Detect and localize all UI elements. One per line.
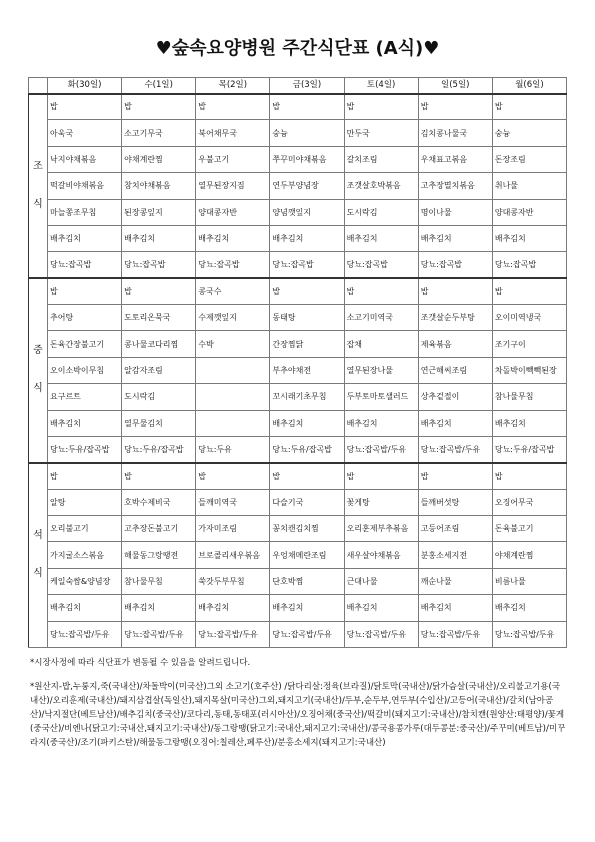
menu-item: 제육볶음 (418, 331, 492, 357)
menu-item: 도토리온묵국 (122, 305, 196, 331)
menu-row (29, 199, 567, 225)
menu-item: 취나물 (492, 173, 566, 199)
menu-item: 도시락김 (344, 199, 418, 225)
menu-item: 배추김치 (344, 225, 418, 251)
menu-row (29, 621, 567, 647)
page-title: ♥숲속요양병원 주간식단표 (A식)♥ (155, 38, 440, 59)
menu-item: 야채계란찜 (122, 146, 196, 172)
menu-item (196, 357, 270, 383)
menu-row (29, 278, 567, 304)
corner-cell (29, 78, 48, 94)
menu-item: 열무된장지짐 (196, 173, 270, 199)
notes-section (30, 656, 567, 760)
menu-item: 밥 (270, 94, 344, 120)
menu-row (29, 94, 567, 120)
menu-item: 단호박찜 (270, 568, 344, 594)
menu-item: 밥 (122, 278, 196, 304)
menu-item: 꽃게탕 (344, 489, 418, 515)
menu-item: 배추김치 (48, 410, 122, 436)
menu-item: 참치야채볶음 (122, 173, 196, 199)
menu-item: 만두국 (344, 120, 418, 146)
menu-item: 밥 (418, 278, 492, 304)
menu-item: 밥 (48, 463, 122, 489)
menu-item: 근대나물 (344, 568, 418, 594)
menu-item: 차돌박이빽빽된장 (492, 357, 566, 383)
menu-item: 배추김치 (344, 410, 418, 436)
menu-item: 당뇨:잡곡밥 (270, 252, 344, 278)
menu-row (29, 516, 567, 542)
menu-item: 케일숙쌈&양념장 (48, 568, 122, 594)
menu-item: 수박 (196, 331, 270, 357)
day-header: 일(5일) (418, 78, 492, 94)
menu-item: 열무물김치 (122, 410, 196, 436)
menu-item: 오이소박이무침 (48, 357, 122, 383)
menu-item (196, 410, 270, 436)
meal-label-char: 식 (33, 383, 43, 395)
menu-item: 배추김치 (418, 410, 492, 436)
menu-item: 당뇨:잡곡밥 (48, 252, 122, 278)
menu-item: 밥 (492, 278, 566, 304)
menu-item: 들깨버섯탕 (418, 489, 492, 515)
menu-item: 조기구이 (492, 331, 566, 357)
menu-item: 밥 (418, 463, 492, 489)
menu-item: 배추김치 (122, 595, 196, 621)
menu-item: 당뇨:잡곡밥 (122, 252, 196, 278)
menu-item: 밥 (344, 94, 418, 120)
menu-row (29, 146, 567, 172)
menu-item: 수제깻잎지 (196, 305, 270, 331)
menu-item: 양대콩자반 (492, 199, 566, 225)
day-header: 토(4일) (344, 78, 418, 94)
menu-item: 돈육불고기 (492, 516, 566, 542)
menu-item: 당뇨:두유/잡곡밥 (492, 436, 566, 462)
menu-item (196, 384, 270, 410)
menu-item: 배추김치 (492, 410, 566, 436)
notice-text: *시장사정에 따라 식단표가 변동될 수 있음을 알려드립니다. (30, 658, 251, 668)
meal-label-char: 조 (33, 160, 43, 172)
menu-item: 당뇨:두유/잡곡밥 (48, 436, 122, 462)
menu-item: 분홍소세지전 (418, 542, 492, 568)
menu-item: 깨순나물 (418, 568, 492, 594)
menu-item: 당뇨:두유 (196, 436, 270, 462)
menu-item: 당뇨:잡곡밥/두유 (418, 436, 492, 462)
menu-item: 밥 (48, 94, 122, 120)
menu-item: 당뇨:잡곡밥/두유 (270, 621, 344, 647)
menu-item: 배추김치 (492, 225, 566, 251)
menu-item: 우채표고볶음 (418, 146, 492, 172)
menu-item: 오리훈제부추볶음 (344, 516, 418, 542)
menu-item: 밥 (196, 94, 270, 120)
menu-item: 갈치조림 (344, 146, 418, 172)
menu-item: 배추김치 (344, 595, 418, 621)
menu-row (29, 595, 567, 621)
menu-item: 당뇨:두유/잡곡밥 (270, 436, 344, 462)
menu-item: 된장콩잎지 (122, 199, 196, 225)
menu-item: 배추김치 (270, 225, 344, 251)
menu-item: 오리불고기 (48, 516, 122, 542)
menu-item: 숭늉 (492, 120, 566, 146)
menu-item: 콩나물코다리찜 (122, 331, 196, 357)
menu-item: 밥 (344, 463, 418, 489)
menu-item: 쭈꾸미야채볶음 (270, 146, 344, 172)
menu-item: 도시락김 (122, 384, 196, 410)
menu-item: 가자미조림 (196, 516, 270, 542)
day-header: 화(30일) (48, 78, 122, 94)
menu-item: 들깨미역국 (196, 489, 270, 515)
menu-item: 밥 (196, 463, 270, 489)
menu-row (29, 384, 567, 410)
menu-item: 비름나물 (492, 568, 566, 594)
menu-item: 당뇨:잡곡밥/두유 (344, 621, 418, 647)
menu-item: 배추김치 (418, 595, 492, 621)
menu-item: 당뇨:두유/잡곡밥 (122, 436, 196, 462)
menu-item: 다슬기국 (270, 489, 344, 515)
menu-item: 참나물무침 (122, 568, 196, 594)
weekly-menu-table (28, 77, 567, 648)
menu-item: 꽁치캔김치찜 (270, 516, 344, 542)
menu-item: 김치콩나물국 (418, 120, 492, 146)
day-header: 목(2일) (196, 78, 270, 94)
meal-label (29, 94, 48, 279)
menu-item: 낙지야채볶음 (48, 146, 122, 172)
menu-item: 밥 (418, 94, 492, 120)
menu-row (29, 436, 567, 462)
menu-item: 꼬시래기초무침 (270, 384, 344, 410)
menu-item: 당뇨:잡곡밥 (418, 252, 492, 278)
menu-row (29, 173, 567, 199)
menu-item: 조갯살순두부탕 (418, 305, 492, 331)
menu-row (29, 357, 567, 383)
menu-item: 당뇨:잡곡밥/두유 (492, 621, 566, 647)
menu-item: 배추김치 (270, 595, 344, 621)
menu-item: 참나물무침 (492, 384, 566, 410)
menu-item: 당뇨:잡곡밥 (196, 252, 270, 278)
meal-label-char: 식 (33, 198, 43, 210)
menu-item: 소고기무국 (122, 120, 196, 146)
meal-block (29, 94, 567, 279)
meal-label-char: 식 (33, 568, 43, 580)
menu-item: 배추김치 (270, 410, 344, 436)
menu-item: 마늘쫑조무침 (48, 199, 122, 225)
menu-item: 숭늉 (270, 120, 344, 146)
menu-item: 돈장조림 (492, 146, 566, 172)
day-header: 금(3일) (270, 78, 344, 94)
menu-item: 배추김치 (418, 225, 492, 251)
menu-item: 명이나물 (418, 199, 492, 225)
menu-item: 당뇨:잡곡밥 (344, 252, 418, 278)
menu-item: 브로콜리새우볶음 (196, 542, 270, 568)
menu-item: 밥 (122, 463, 196, 489)
menu-row (29, 331, 567, 357)
menu-item: 양념깻잎지 (270, 199, 344, 225)
menu-item: 당뇨:잡곡밥/두유 (418, 621, 492, 647)
day-header: 수(1일) (122, 78, 196, 94)
menu-item: 당뇨:잡곡밥/두유 (48, 621, 122, 647)
menu-item: 쑥갓두부무침 (196, 568, 270, 594)
menu-item: 우엉채메란조림 (270, 542, 344, 568)
menu-item: 배추김치 (492, 595, 566, 621)
menu-item: 양대콩자반 (196, 199, 270, 225)
menu-item: 돈육간장불고기 (48, 331, 122, 357)
menu-row (29, 305, 567, 331)
menu-item: 가지굴소스볶음 (48, 542, 122, 568)
menu-item: 잡채 (344, 331, 418, 357)
menu-item: 추어탕 (48, 305, 122, 331)
menu-item: 밥 (48, 278, 122, 304)
menu-item: 새우살야채볶음 (344, 542, 418, 568)
menu-row (29, 225, 567, 251)
menu-item: 야채계란찜 (492, 542, 566, 568)
meal-block (29, 278, 567, 463)
menu-item: 당뇨:잡곡밥/두유 (196, 621, 270, 647)
menu-row (29, 542, 567, 568)
menu-item: 배추김치 (196, 595, 270, 621)
menu-row (29, 568, 567, 594)
menu-item: 해물동그랑땡전 (122, 542, 196, 568)
menu-item: 밥 (122, 94, 196, 120)
day-header-row (29, 78, 567, 94)
menu-row (29, 410, 567, 436)
menu-item: 간장찜닭 (270, 331, 344, 357)
menu-item: 동태탕 (270, 305, 344, 331)
menu-item: 아욱국 (48, 120, 122, 146)
menu-item: 고추장멸치볶음 (418, 173, 492, 199)
menu-row (29, 463, 567, 489)
meal-block (29, 463, 567, 648)
menu-item: 알탕 (48, 489, 122, 515)
menu-item: 연근해씨조림 (418, 357, 492, 383)
menu-row (29, 252, 567, 278)
menu-item: 밥 (270, 278, 344, 304)
menu-item: 밥 (492, 94, 566, 120)
menu-item: 밥 (270, 463, 344, 489)
menu-item: 알감자조림 (122, 357, 196, 383)
meal-label-char: 석 (33, 530, 43, 542)
meal-label-char: 중 (33, 345, 43, 357)
day-header: 월(6일) (492, 78, 566, 94)
menu-item: 열무된장나물 (344, 357, 418, 383)
menu-item: 배추김치 (196, 225, 270, 251)
menu-item: 요구르트 (48, 384, 122, 410)
menu-item: 당뇨:잡곡밥/두유 (122, 621, 196, 647)
menu-item: 고추장돈불고기 (122, 516, 196, 542)
menu-item: 호박수제비국 (122, 489, 196, 515)
menu-item: 부추야채전 (270, 357, 344, 383)
menu-item: 밥 (344, 278, 418, 304)
menu-item: 조갯살호박볶음 (344, 173, 418, 199)
menu-item: 고등어조림 (418, 516, 492, 542)
meal-label (29, 278, 48, 463)
menu-item: 당뇨:잡곡밥 (492, 252, 566, 278)
menu-item: 우불고기 (196, 146, 270, 172)
menu-item: 콩국수 (196, 278, 270, 304)
menu-item: 떡갈비야채볶음 (48, 173, 122, 199)
menu-item: 오징어무국 (492, 489, 566, 515)
menu-row (29, 489, 567, 515)
menu-item: 소고기미역국 (344, 305, 418, 331)
menu-item: 두부토마토샐러드 (344, 384, 418, 410)
menu-item: 오이미역냉국 (492, 305, 566, 331)
menu-item: 배추김치 (122, 225, 196, 251)
menu-item: 연두부양념장 (270, 173, 344, 199)
menu-item: 배추김치 (48, 225, 122, 251)
meal-label (29, 463, 48, 648)
menu-item: 상추겉절이 (418, 384, 492, 410)
menu-item: 배추김치 (48, 595, 122, 621)
menu-item: 밥 (492, 463, 566, 489)
menu-row (29, 120, 567, 146)
origin-text: *원산지-밥,누룽지,죽(국내산)/차돌박이(미국산)그외 소고기(호주산) /닭다리살:정육(브라질)/닭토막(국내산)/닭가슴살(국내산)/오리불고기용(국내산)/오리훈제(국내산)/돼지삼겹살(독일산),돼지목살(미국산)그외,돼지고기(국내산)/두부,순두부,연두부(수입산)/고등어(국내산)/갈치(남아공산)/낙지절단(베트남산)/배추김치(중국산)/코다리,동태,동태포(러시아산)/오징어채(중국산)/떡갈비(돼지고기:국내산)/참치캔(원양산:태평양)/꽃게(중국산)/비엔나(닭고기:국내산,돼지고기:국내산)/동그랑땡(닭고기:국내산,돼지고기:국내산)/콩국용콩가루(대두콩분:중국산)/주꾸미(베트남)/미꾸라지(중국산)/조기(파키스탄)/해물동그랑땡(오징어:칠레산,페루산)/분홍소세지(돼지고기:국내산) (30, 682, 566, 748)
menu-item: 당뇨:잡곡밥/두유 (344, 436, 418, 462)
menu-item: 북어채무국 (196, 120, 270, 146)
